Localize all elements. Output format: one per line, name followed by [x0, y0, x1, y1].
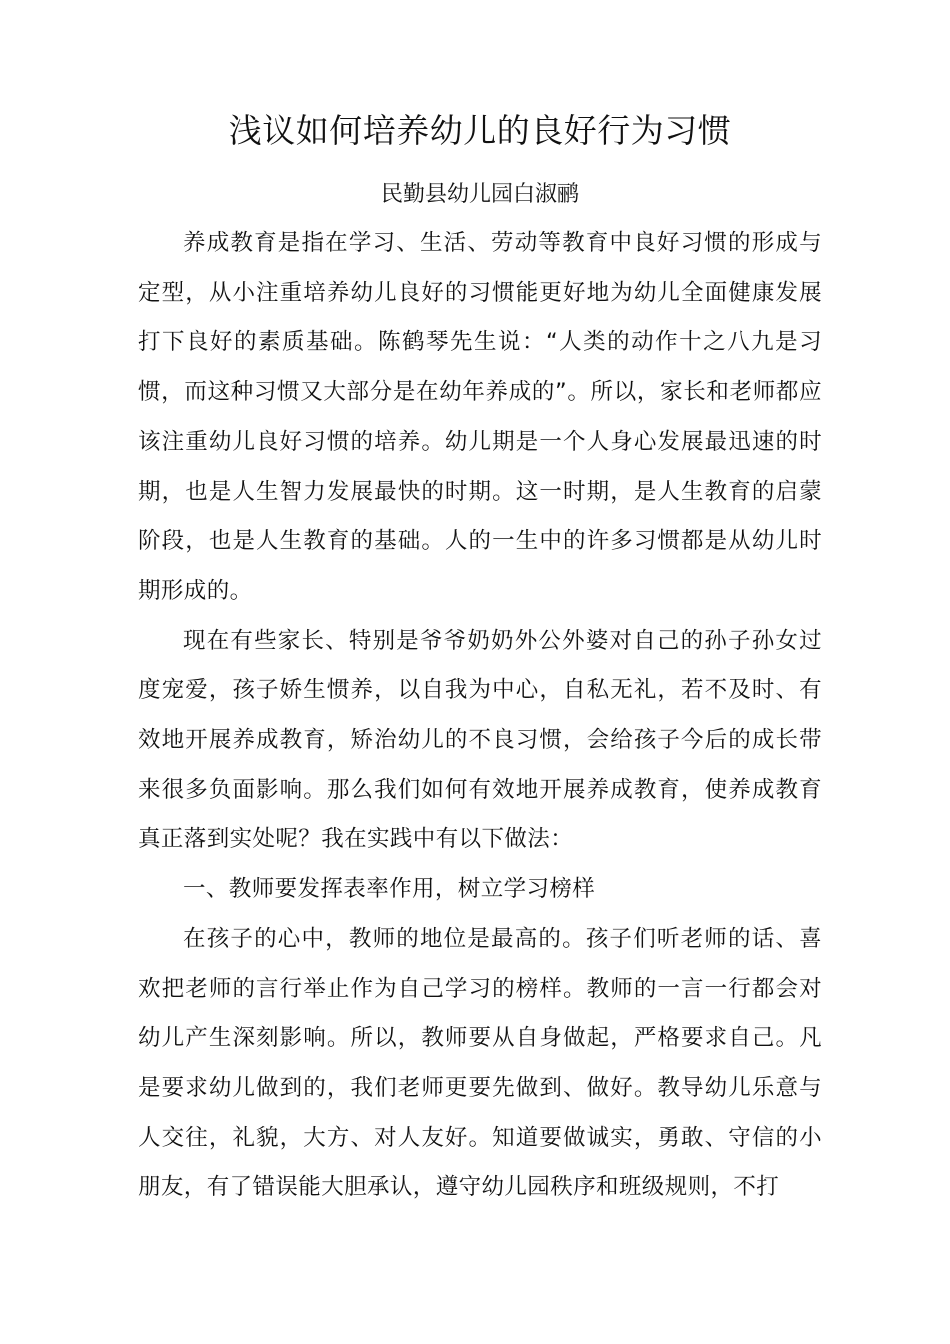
paragraph-2: 现在有些家长、特别是爷爷奶奶外公外婆对自己的孙子孙女过度宠爱，孩子娇生惯养，以自我为中心，自私无礼，若不及时、有效地开展养成教育，矫治幼儿的不良习惯，会给孩子今后的成长带来很多负面影响。那么我们如何有效地开展养成教育，使养成教育真正落到实处呢？我在实践中有以下做法：	[138, 627, 822, 853]
section-heading: 一、教师要发挥表率作用，树立学习榜样	[183, 876, 596, 903]
document-body	[138, 105, 822, 1213]
document-title: 浅议如何培养幼儿的良好行为习惯	[228, 111, 732, 150]
section-paragraph: 在孩子的心中，教师的地位是最高的。孩子们听老师的话、喜欢把老师的言行举止作为自己学习的榜样。教师的一言一行都会对幼儿产生深刻影响。所以，教师要从自身做起，严格要求自己。凡是要求幼儿做到的，我们老师更要先做到、做好。教导幼儿乐意与人交往，礼貌，大方、对人友好。知道要做诚实，勇敢、守信的小朋友，有了错误能大胆承认，遵守幼儿园秩序和班级规则，不打	[138, 925, 822, 1201]
document-author: 民勤县幼儿园白淑鹂	[380, 182, 579, 207]
paragraph-1: 养成教育是指在学习、生活、劳动等教育中良好习惯的形成与定型，从小注重培养幼儿良好的习惯能更好地为幼儿全面健康发展打下良好的素质基础。陈鹤琴先生说：“人类的动作十之八九是习惯，而这种习惯又大部分是在幼年养成的”。所以，家长和老师都应该注重幼儿良好习惯的培养。幼儿期是一个人身心发展最迅速的时期，也是人生智力发展最快的时期。这一时期，是人生教育的启蒙阶段，也是人生教育的基础。人的一生中的许多习惯都是从幼儿时期形成的。	[138, 230, 822, 604]
